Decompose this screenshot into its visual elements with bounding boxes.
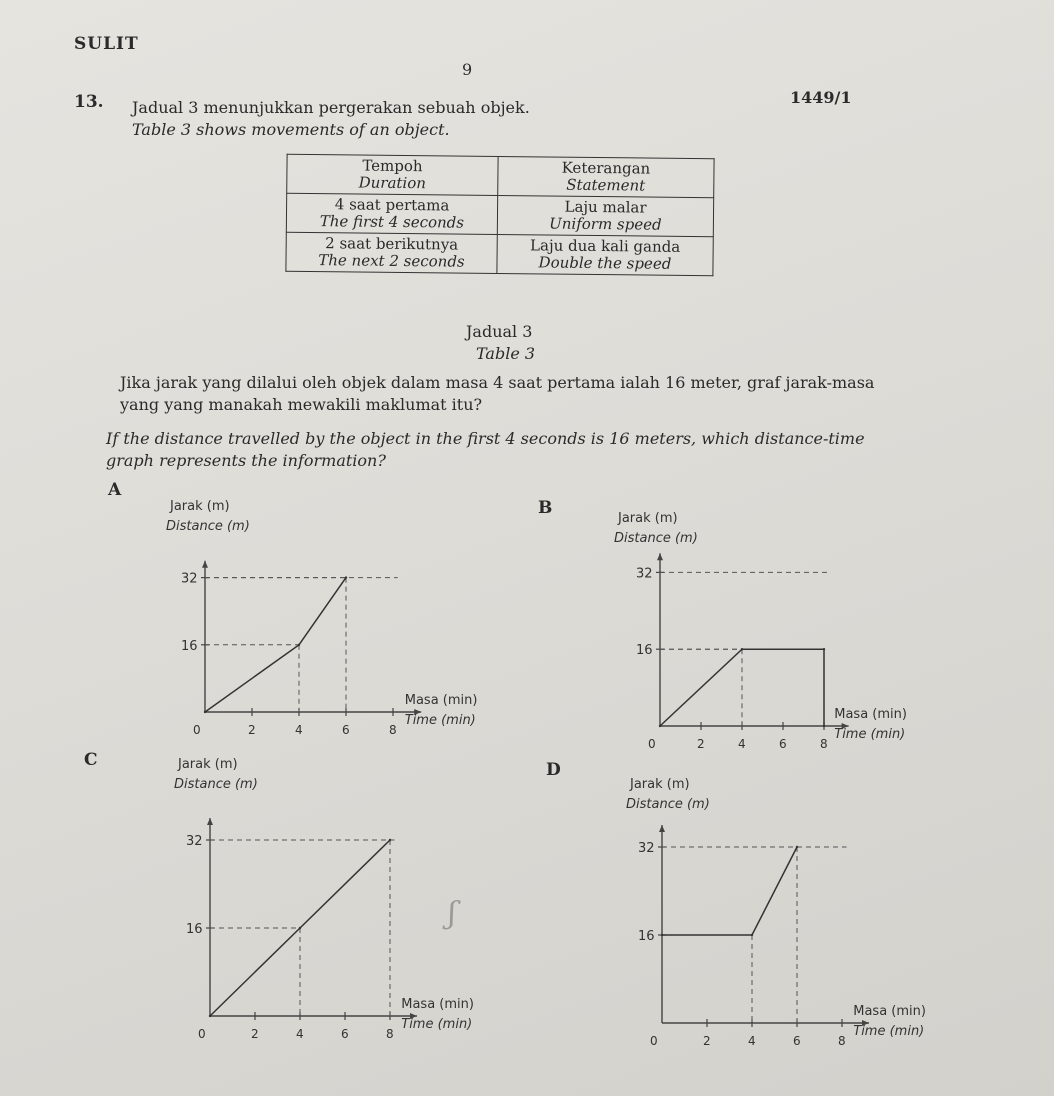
data-point <box>661 934 663 936</box>
y-tick-label: 16 <box>186 922 203 937</box>
paper-code: 1449/1 <box>790 88 852 107</box>
y-tick-label: 32 <box>181 571 198 587</box>
x-tick-label: 8 <box>386 1027 394 1041</box>
y-axis-label-ms: Jarak (m) <box>618 511 678 526</box>
distance-time-line <box>662 847 797 935</box>
x-axis-label-ms: Masa (min) <box>853 1004 926 1019</box>
y-axis-label-en: Distance (m) <box>626 797 710 812</box>
question-number: 13. <box>74 92 104 112</box>
question-intro-en: Table 3 shows movements of an object. <box>132 120 450 139</box>
y-axis-arrow-icon <box>659 825 665 832</box>
table-caption-en: Table 3 <box>476 344 536 363</box>
x-tick-label: 6 <box>341 1027 349 1041</box>
y-axis-label-en: Distance (m) <box>174 777 258 792</box>
x-axis-label-en: Time (min) <box>404 713 476 728</box>
y-axis-label-ms: Jarak (m) <box>178 757 238 772</box>
x-tick-label: 0 <box>193 723 201 737</box>
x-axis-label-ms: Masa (min) <box>404 693 478 708</box>
x-tick-label: 4 <box>296 1027 304 1041</box>
x-tick-label: 8 <box>820 737 828 751</box>
x-tick-label: 2 <box>703 1034 711 1048</box>
x-axis-label-ms: Masa (min) <box>834 707 907 722</box>
pencil-scribble-mark: ʃ <box>448 896 457 931</box>
option-label-d: D <box>546 760 561 780</box>
x-tick-label: 2 <box>251 1027 259 1041</box>
question-prompt-ms: Jika jarak yang dilalui oleh objek dalam masa 4 saat pertama ialah 16 meter, graf jarak-masa yang yang manakah mewakili maklumat itu? <box>120 373 875 414</box>
x-axis-label-en: Time (min) <box>853 1024 925 1039</box>
x-tick-label: 8 <box>389 723 397 737</box>
option-label-a: A <box>108 480 122 500</box>
table-cell: 4 saat pertama The first 4 seconds <box>286 193 497 234</box>
question-prompt-en: If the distance travelled by the object in the first 4 seconds is 16 meters, which distance-time graph represents the information? <box>106 429 865 470</box>
x-tick-label: 4 <box>295 723 303 737</box>
y-tick-label: 16 <box>181 638 198 654</box>
x-tick-label: 0 <box>198 1027 206 1041</box>
table-header-cell: Keterangan Statement <box>498 156 714 197</box>
y-tick-label: 32 <box>636 566 653 582</box>
y-tick-label: 16 <box>638 929 655 944</box>
x-tick-label: 0 <box>648 737 656 751</box>
y-axis-label-en: Distance (m) <box>614 531 698 546</box>
table-cell: Laju dua kali ganda Double the speed <box>497 234 713 275</box>
x-axis-label-ms: Masa (min) <box>401 997 474 1012</box>
x-tick-label: 6 <box>793 1034 801 1048</box>
y-axis-label-ms: Jarak (m) <box>170 499 230 514</box>
sulit-label: SULIT <box>74 34 139 54</box>
x-tick-label: 4 <box>748 1034 756 1048</box>
x-tick-label: 4 <box>738 737 746 751</box>
x-tick-label: 2 <box>248 723 256 737</box>
x-axis-label-en: Time (min) <box>834 727 906 742</box>
option-label-c: C <box>84 750 98 770</box>
x-tick-label: 2 <box>697 737 705 751</box>
option-label-b: B <box>538 498 553 518</box>
data-point <box>751 934 753 936</box>
x-axis-label-en: Time (min) <box>401 1017 473 1032</box>
table-header-cell: Tempoh Duration <box>287 154 498 195</box>
x-tick-label: 6 <box>342 723 350 737</box>
x-tick-label: 8 <box>838 1034 846 1048</box>
y-tick-label: 32 <box>186 834 203 849</box>
y-tick-label: 32 <box>638 841 655 856</box>
y-axis-label-en: Distance (m) <box>166 519 250 534</box>
table-cell: 2 saat berikutnya The next 2 seconds <box>286 232 497 273</box>
x-tick-label: 6 <box>779 737 787 751</box>
y-tick-label: 16 <box>636 643 653 659</box>
x-tick-label: 0 <box>650 1034 658 1048</box>
y-axis-label-ms: Jarak (m) <box>630 777 690 792</box>
question-intro-ms: Jadual 3 menunjukkan pergerakan sebuah objek. <box>132 98 530 117</box>
table-caption-ms: Jadual 3 <box>466 322 533 341</box>
table-cell: Laju malar Uniform speed <box>497 195 713 236</box>
data-point <box>796 846 798 848</box>
page-number: 9 <box>462 60 473 79</box>
